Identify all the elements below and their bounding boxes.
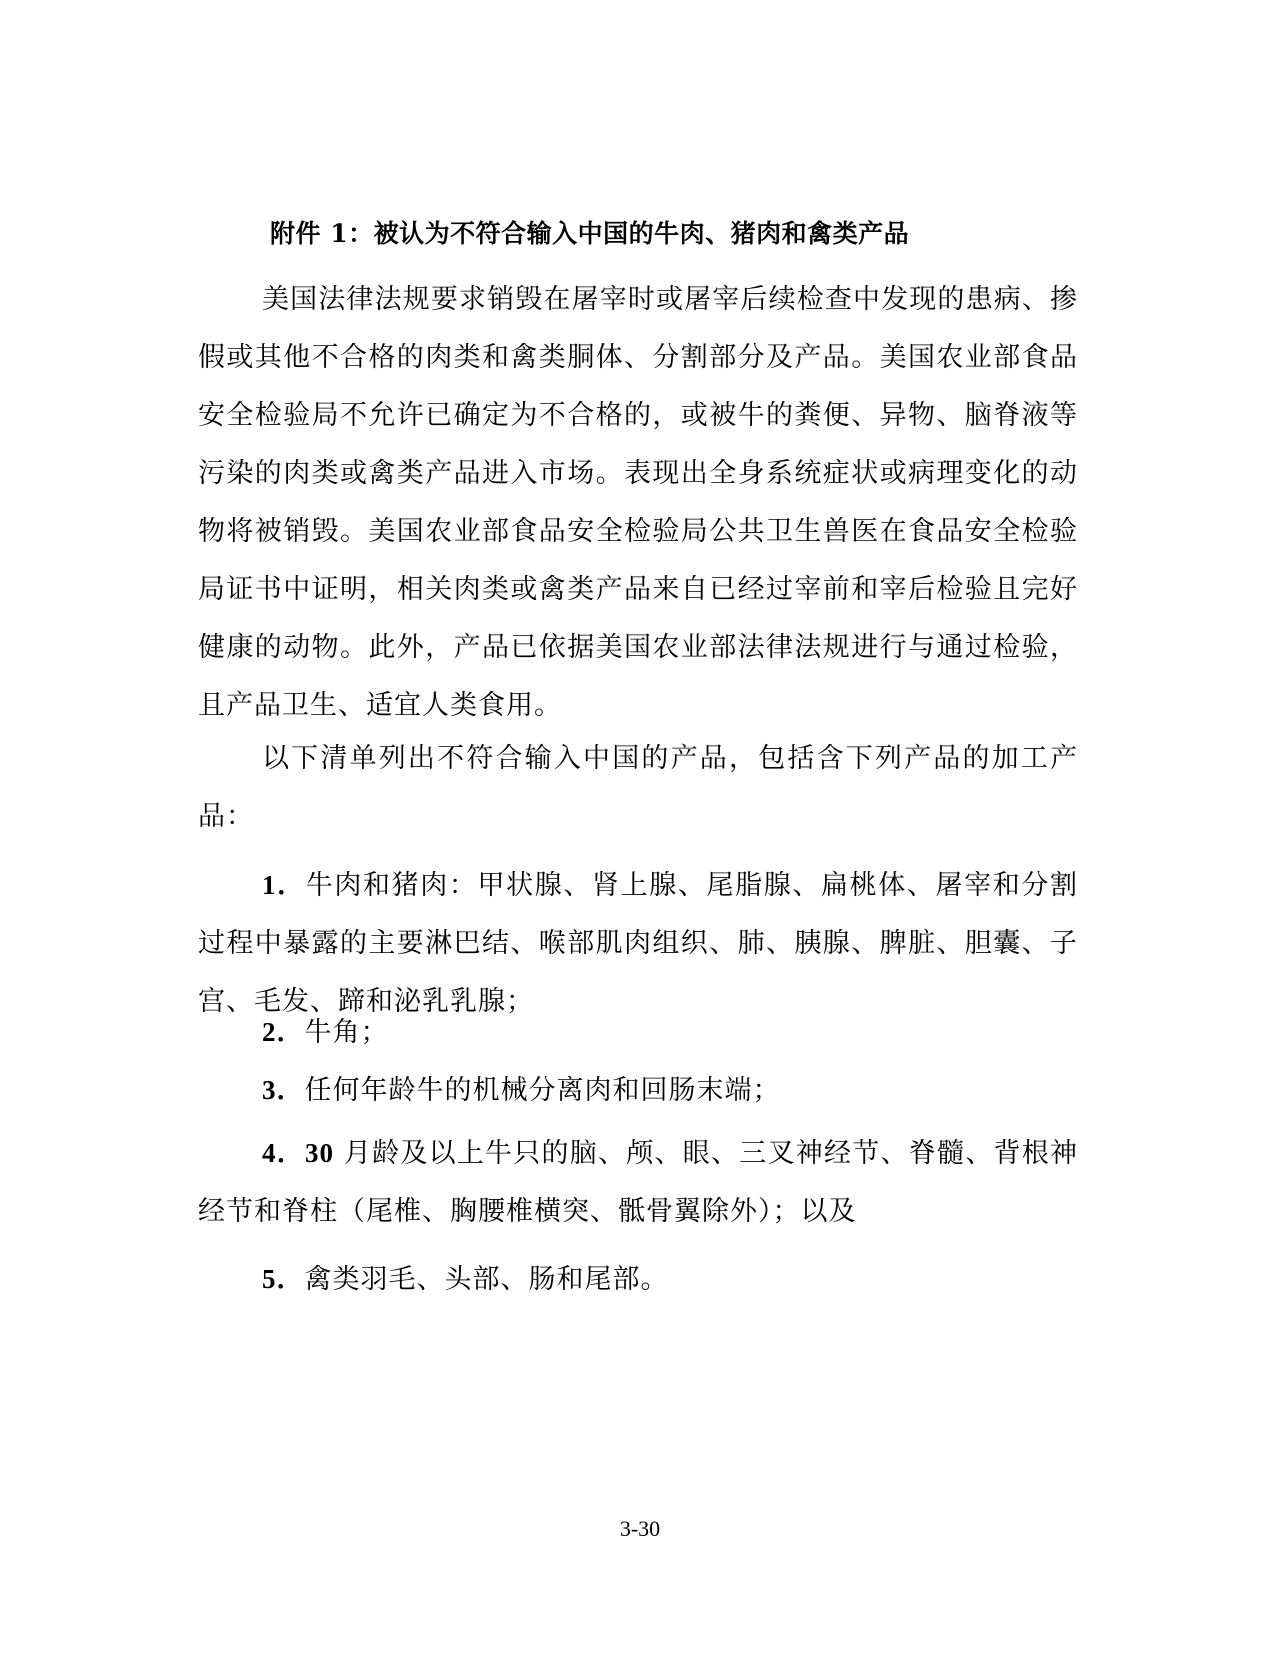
list-item xyxy=(198,1124,1078,1241)
intro-paragraph: 美国法律法规要求销毁在屠宰时或屠宰后续检查中发现的患病、掺假或其他不合格的肉类和禽类胴体、分割部分及产品。美国农业部食品安全检验局不允许已确定为不合格的，或被牛的粪便、异物、脑脊液等污染的肉类或禽类产品进入市场。表现出全身系统症状或病理变化的动物将被销毁。美国农业部食品安全检验局公共卫生兽医在食品安全检验局证书中证明，相关肉类或禽类产品来自已经过宰前和宰后检验且完好健康的动物。此外，产品已依据美国农业部法律法规进行与通过检验，且产品卫生、适宜人类食用。 xyxy=(198,284,1078,721)
page-title: 附件 1：被认为不符合输入中国的牛肉、猪肉和禽类产品 xyxy=(270,219,910,248)
list-item xyxy=(198,1061,1078,1120)
list-item-text: 牛肉和猪肉：甲状腺、肾上腺、尾脂腺、扁桃体、屠宰和分割过程中暴露的主要淋巴结、喉部肌肉组织、肺、胰腺、脾脏、胆囊、子宫、毛发、蹄和泌乳乳腺； xyxy=(198,870,1078,1017)
list-item-number: 3． xyxy=(262,1075,305,1105)
list-item-text: 月龄及以上牛只的脑、颅、眼、三叉神经节、脊髓、背根神经节和脊柱（尾椎、胸腰椎横突、骶骨翼除外）；以及 xyxy=(198,1138,1078,1227)
list-item-number: 4．30 xyxy=(262,1138,334,1168)
list-item-text: 禽类羽毛、头部、肠和尾部。 xyxy=(304,1264,669,1295)
list-item-text: 任何年龄牛的机械分离肉和回肠末端； xyxy=(304,1075,781,1106)
list-intro-paragraph: 以下清单列出不符合输入中国的产品，包括含下列产品的加工产品： xyxy=(198,743,1078,832)
list-item-text: 牛角； xyxy=(304,1017,389,1048)
list-item xyxy=(198,1003,1078,1062)
page-number: 3-30 xyxy=(619,1516,661,1541)
list-item-number: 2． xyxy=(262,1017,305,1047)
list-item xyxy=(198,1250,1078,1309)
list-item-number: 1． xyxy=(262,870,306,900)
list-item-number: 5． xyxy=(262,1264,305,1294)
